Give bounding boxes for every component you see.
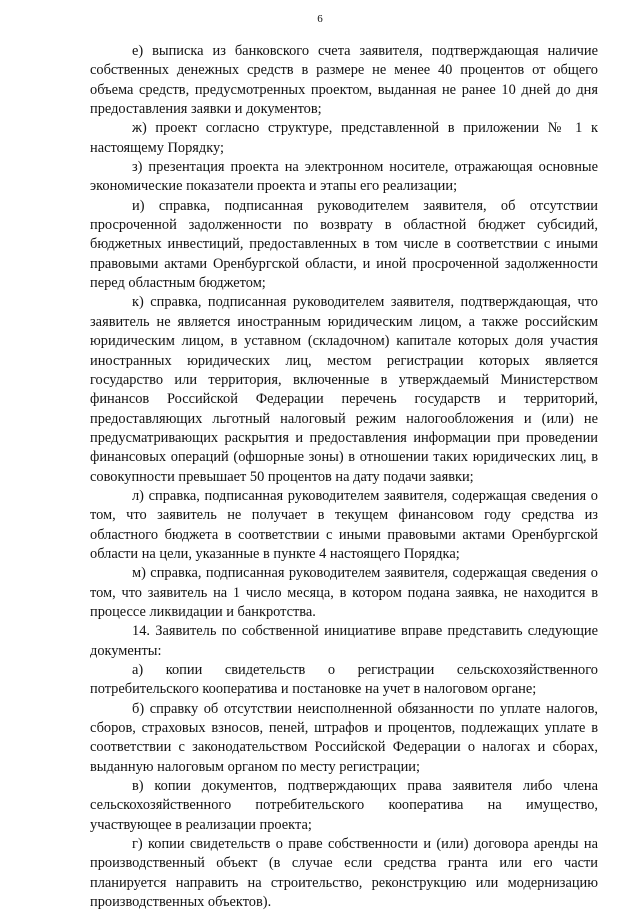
paragraph-a: а) копии свидетельств о регистрации сельскохозяйственного потребительского кооператива и постановке на учет в налоговом органе; — [90, 662, 598, 698]
document-body — [90, 42, 598, 912]
paragraph-i: и) справка, подписанная руководителем заявителя, об отсутствии просроченной задолженности по возврату в областной бюджет субсидий, бюджетных инвестиций, предоставленных в том числе в соответствии с иными правовыми актами Оренбургской области, и иной просроченной задолженности перед областным бюджетом; — [90, 197, 598, 292]
paragraph-g: г) копии свидетельств о праве собственности и (или) договора аренды на производственный объект (в случае если средства гранта или его части планируется направить на строительство, реконструкцию или модернизацию производственных объектов). — [90, 836, 598, 911]
paragraph-l: л) справка, подписанная руководителем заявителя, содержащая сведения о том, что заявитель не получает в текущем финансовом году средства из областного бюджета в соответствии с иными правовыми актами Оренбургской области на цели, указанные в пункте 4 настоящего Порядка; — [90, 487, 598, 562]
section-14-intro: 14. Заявитель по собственной инициативе вправе представить следующие документы: — [90, 623, 598, 659]
paragraph-k: к) справка, подписанная руководителем заявителя, подтверждающая, что заявитель не является иностранным юридическим лицом, а также российским юридическим лицом, в уставном (складочном) капитале которых доля участия иностранных юридических лиц, местом регистрации которых является государство или территория, включенные в утверждаемый Министерством финансов Российской Федерации перечень государств и территорий, предоставляющих льготный налоговый режим налогообложения и (или) не предусматривающих раскрытия и предоставления информации при проведении финансовых операций (офшорные зоны) в отношении таких юридических лиц, в совокупности превышает 50 процентов на дату подачи заявки; — [90, 294, 598, 485]
paragraph-zh: ж) проект согласно структуре, представленной в приложении № 1 к настоящему Порядку; — [90, 120, 598, 156]
paragraph-v: в) копии документов, подтверждающих права заявителя либо члена сельскохозяйственного потребительского кооператива на имущество, участвующее в реализации проекта; — [90, 778, 598, 833]
paragraph-z: з) презентация проекта на электронном носителе, отражающая основные экономические показатели проекта и этапы его реализации; — [90, 159, 598, 195]
paragraph-e: е) выписка из банковского счета заявителя, подтверждающая наличие собственных денежных средств в размере не менее 40 процентов от общего объема средств, предусмотренных проектом, выданная не ранее 10 дней до дня предоставления заявки и документов; — [90, 43, 598, 118]
paragraph-b: б) справку об отсутствии неисполненной обязанности по уплате налогов, сборов, страховых взносов, пеней, штрафов и процентов, подлежащих уплате в соответствии с законодательством Российской Федерации о налогах и сборах, выданную налоговым органом по месту регистрации; — [90, 700, 598, 775]
paragraph-m: м) справка, подписанная руководителем заявителя, содержащая сведения о том, что заявитель на 1 число месяца, в котором подана заявка, не находится в процессе ликвидации и банкротства. — [90, 565, 598, 620]
page-number: 6 — [317, 13, 323, 25]
